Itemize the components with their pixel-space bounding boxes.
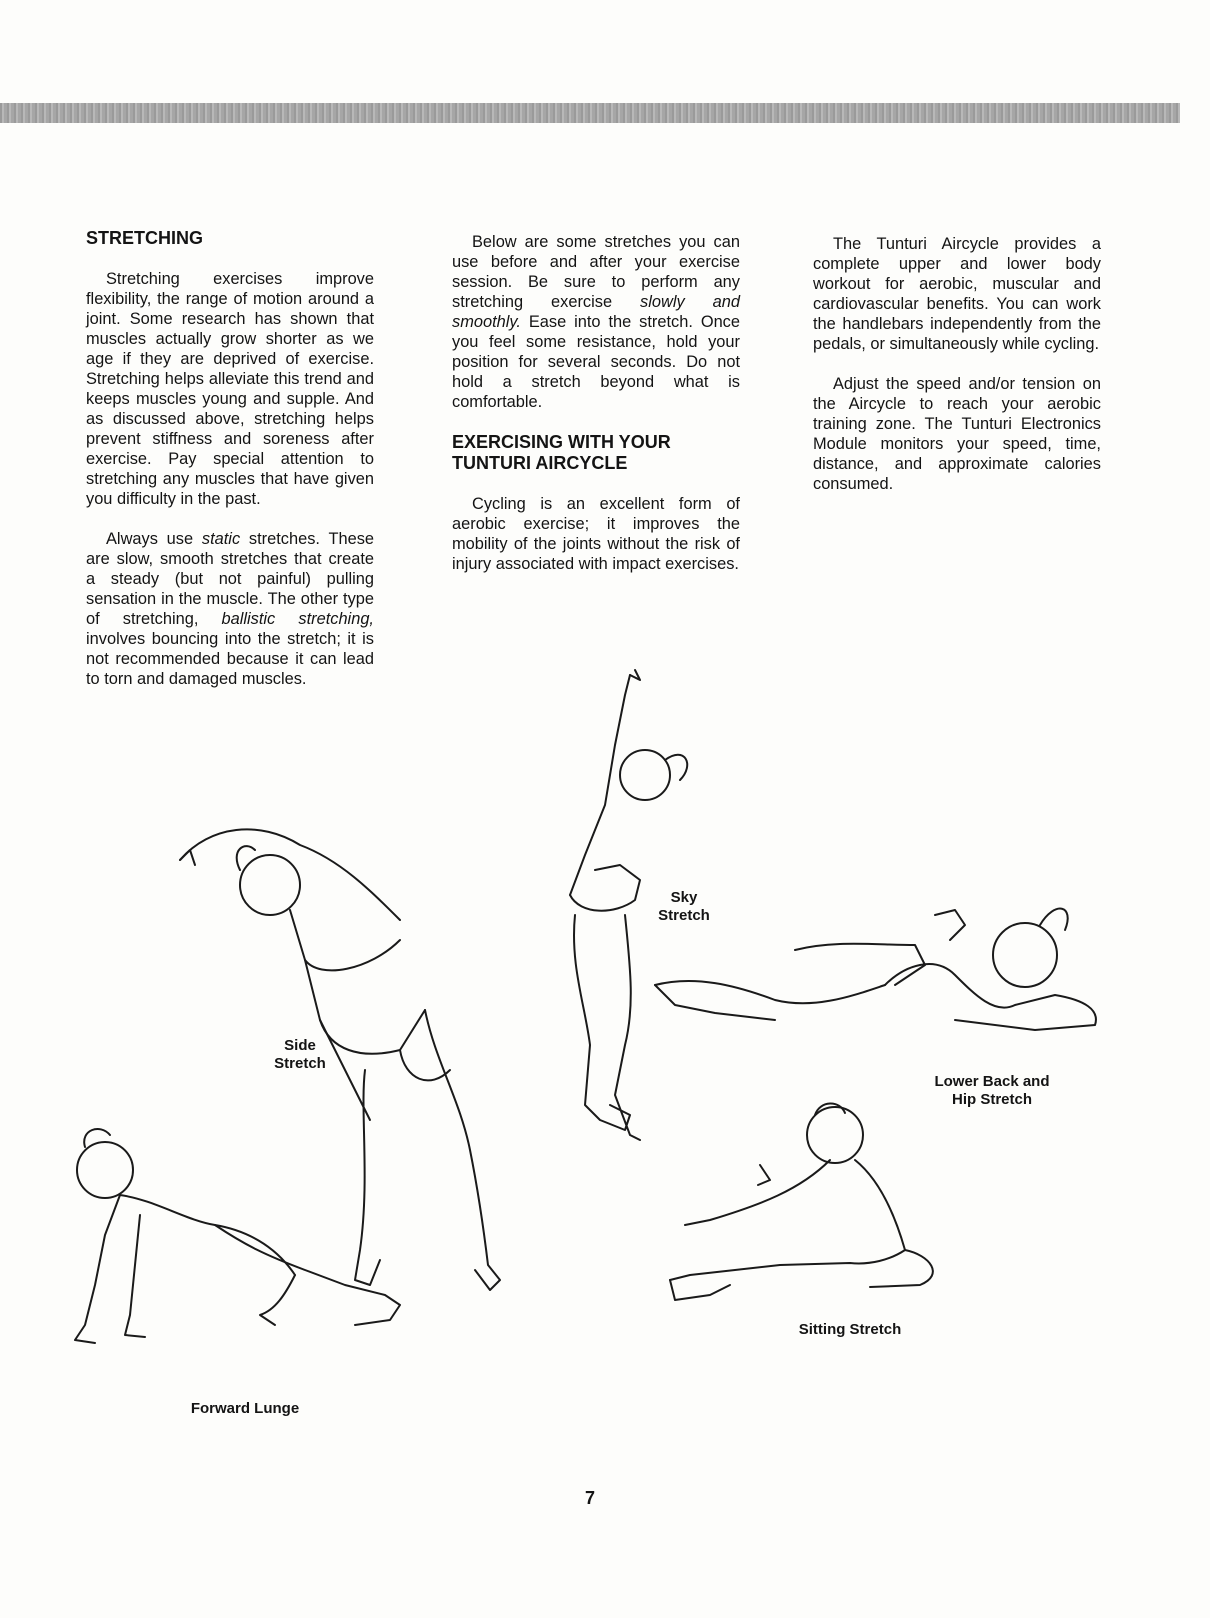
paragraph-cycling: Cycling is an excellent form of aerobic exercise; it improves the mobility of the joints without the risk of injury associated with impact exercises.: [452, 495, 740, 573]
sitting-stretch-illustration: [670, 1105, 980, 1320]
caption-side-stretch: [255, 1037, 345, 1073]
paragraph-stretches-intro: Below are some stretches you can use before and after your exercise session. Be sure to perform any stretching exercise slowly and smoothly. Ease into the stretch. Once you feel some resistance, hold your position for several seconds. Do not hold a stretch beyond what is comfortable.: [452, 233, 740, 411]
caption-forward-lunge: [170, 1400, 320, 1418]
column-right: [813, 234, 1101, 514]
paragraph-stretching-intro: Stretching exercises improve flexibility, the range of motion around a joint. Some research has shown that muscles actually grow shorter as we age if they are deprived of exercise. Stretching helps alleviate this trend and keeps muscles young and supple. And as discussed above, stretching helps prevent stiffness and soreness after exercise. Pay special attention to stretching any muscles that have given you difficulty in the past.: [86, 270, 374, 508]
forward-lunge-illustration: [45, 1125, 415, 1375]
caption-lower-back-hip-stretch-line2: Hip Stretch: [951, 1091, 1032, 1108]
caption-sky-stretch-line1: Sky: [670, 889, 698, 906]
caption-sky-stretch-line2: Stretch: [658, 907, 710, 924]
caption-lower-back-hip-stretch-line1: Lower Back and: [934, 1073, 1050, 1090]
page-number: 7: [585, 1488, 596, 1508]
caption-sky-stretch: [644, 889, 724, 925]
column-middle: [452, 232, 740, 594]
caption-sitting-stretch-line1: Sitting Stretch: [798, 1321, 902, 1338]
caption-side-stretch-line1: Side: [284, 1037, 316, 1054]
lower-back-hip-stretch-illustration: [655, 885, 1125, 1055]
caption-side-stretch-line2: Stretch: [274, 1055, 326, 1072]
heading-exercising-aircycle: EXERCISING WITH YOUR TUNTURI AIRCYCLE: [452, 432, 671, 473]
caption-sitting-stretch: [770, 1321, 930, 1339]
top-rule-bar: [0, 103, 1180, 123]
caption-forward-lunge-line1: Forward Lunge: [190, 1400, 300, 1417]
column-left: [86, 228, 374, 709]
caption-lower-back-hip-stretch: [912, 1073, 1072, 1109]
paragraph-adjust-speed: Adjust the speed and/or tension on the Aircycle to reach your aerobic training zone. The Tunturi Electronics Module monitors your speed, time, distance, and approximate calories consumed.: [813, 375, 1101, 493]
heading-stretching: STRETCHING: [86, 228, 203, 248]
paragraph-aircycle-workout: The Tunturi Aircycle provides a complete upper and lower body workout for aerobic, muscular and cardiovascular benefits. You can work the handlebars independently from the pedals, or simultaneously while cycling.: [813, 235, 1101, 353]
paragraph-static-stretches: Always use static stretches. These are slow, smooth stretches that create a steady (but not painful) pulling sensation in the muscle. The other type of stretching, ballistic stretching, involves bouncing into the stretch; it is not recommended because it can lead to torn and damaged muscles.: [86, 530, 375, 688]
